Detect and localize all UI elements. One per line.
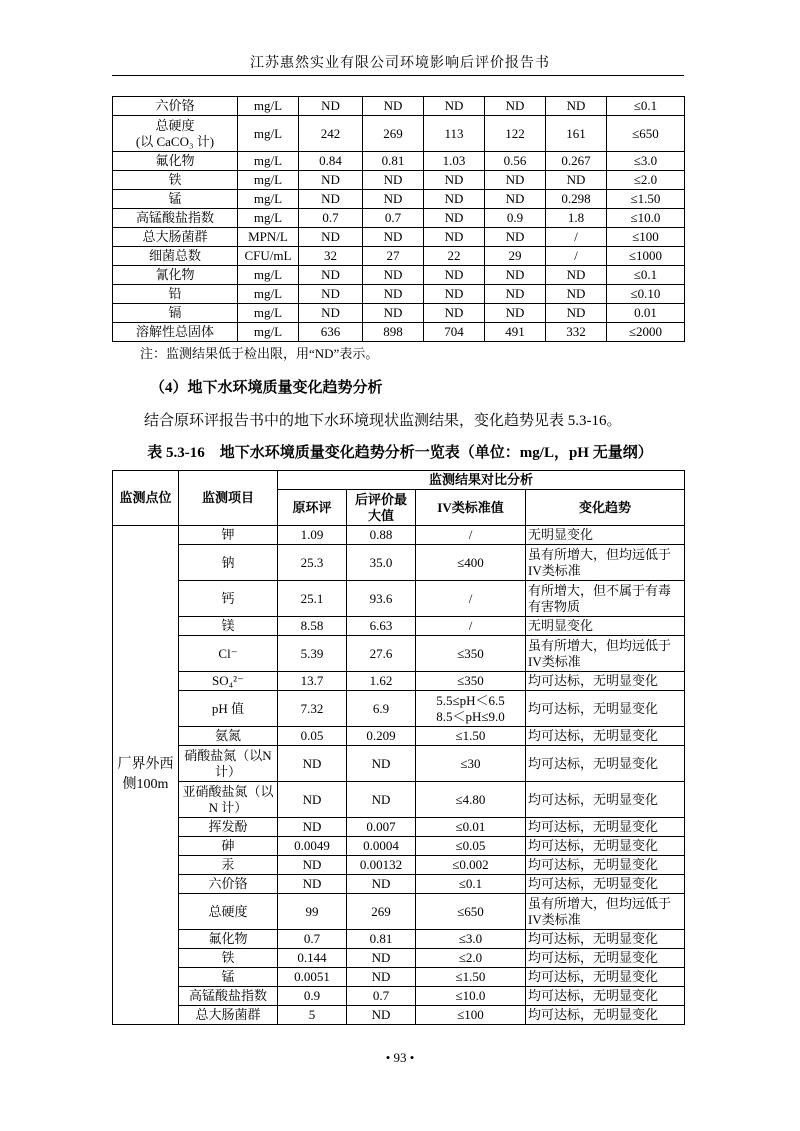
table-cell: 0.0051 [278,968,347,987]
trend-cell: 均可达标，无明显变化 [526,856,685,875]
table-cell: ND [299,171,363,190]
table-row [113,285,685,304]
table-cell: 27.6 [347,636,416,672]
table-cell: 7.32 [278,691,347,727]
table-cell: 0.0004 [347,837,416,856]
table-cell: ≤0.1 [416,875,526,894]
table-cell: ND [546,285,607,304]
header-trend: 变化趋势 [526,490,685,526]
table-cell: mg/L [238,190,299,209]
section-title: （4）地下水环境质量变化趋势分析 [150,380,383,396]
table-row [113,171,685,190]
table-cell: 氟化物 [113,152,238,171]
table-cell: 99 [278,894,347,930]
table-cell: ≤0.10 [607,285,685,304]
table-cell: ND [424,304,485,323]
table-cell: 491 [485,323,546,342]
table-cell: ≤1.50 [607,190,685,209]
table-cell: ND [424,285,485,304]
table-cell: 32 [299,247,363,266]
table-row [113,875,685,894]
table-cell: ND [347,746,416,782]
table-cell: 总大肠菌群 [113,228,238,247]
header-group: 监测结果对比分析 [278,471,685,490]
table-cell: ND [424,228,485,247]
header-original: 原环评 [278,490,347,526]
table-row [113,247,685,266]
table-cell: ≤4.80 [416,782,526,818]
table-cell: mg/L [238,97,299,116]
table-cell: ≤3.0 [416,930,526,949]
table-trend-analysis [112,470,685,1025]
table-cell: Cl⁻ [179,636,278,672]
table-row [113,190,685,209]
table-cell: 0.7 [363,209,424,228]
table-row [113,526,685,545]
table-cell: ≤10.0 [607,209,685,228]
table-cell: 1.62 [347,672,416,691]
table-cell: ND [363,228,424,247]
table-cell: CFU/mL [238,247,299,266]
table-cell: 镁 [179,617,278,636]
table-cell: 0.81 [363,152,424,171]
table-row [113,949,685,968]
table-note: 注：监测结果低于检出限，用“ND”表示。 [140,346,379,361]
trend-cell: 均可达标，无明显变化 [526,949,685,968]
site-cell: 厂界外西侧100m [113,526,179,1025]
table-cell: ND [299,190,363,209]
table-cell: mg/L [238,285,299,304]
table-cell: ND [546,304,607,323]
table-cell: / [546,228,607,247]
table-row [113,856,685,875]
table-cell: 0.007 [347,818,416,837]
trend-cell: 虽有所增大，但均远低于IV类标准 [526,545,685,581]
table-cell: ND [347,782,416,818]
table-row [113,152,685,171]
table-cell: 332 [546,323,607,342]
table-cell: 269 [347,894,416,930]
trend-cell: 虽有所增大，但均远低于IV类标准 [526,894,685,930]
table-cell: 溶解性总固体 [113,323,238,342]
table-cell: 0.144 [278,949,347,968]
table-row [113,894,685,930]
table-cell: 25.1 [278,581,347,617]
table-row [113,545,685,581]
header-post-max: 后评价最大值 [347,490,416,526]
table-cell: mg/L [238,323,299,342]
table-cell: 钾 [179,526,278,545]
table-cell: ≤100 [416,1006,526,1025]
table-row [113,617,685,636]
table-cell: 27 [363,247,424,266]
table-cell: mg/L [238,116,299,152]
table-cell: mg/L [238,209,299,228]
table-cell: 氨氮 [179,727,278,746]
table-cell: ≤2.0 [607,171,685,190]
table-cell: 汞 [179,856,278,875]
trend-cell: 均可达标，无明显变化 [526,1006,685,1025]
table-cell: 8.58 [278,617,347,636]
page-header: 江苏惠然实业有限公司环境影响后评价报告书 [250,56,550,71]
table-cell: 0.7 [278,930,347,949]
table-cell: 总硬度 (以 CaCO₃ 计) [113,116,238,152]
table-row [113,228,685,247]
trend-cell: 均可达标，无明显变化 [526,672,685,691]
table-cell: 269 [363,116,424,152]
table-cell: ≤10.0 [416,987,526,1006]
table-cell: 5.39 [278,636,347,672]
table-cell: ND [424,209,485,228]
table-cell: ND [485,266,546,285]
trend-cell: 均可达标，无明显变化 [526,691,685,727]
trend-cell: 均可达标，无明显变化 [526,968,685,987]
table-cell: 亚硝酸盐氮（以 N 计） [179,782,278,818]
table-cell: ND [424,97,485,116]
table-cell: ≤650 [416,894,526,930]
table-cell: mg/L [238,304,299,323]
table-cell: ≤350 [416,672,526,691]
table-cell: / [416,581,526,617]
table-row [113,727,685,746]
table-cell: / [416,526,526,545]
table-cell: pH 值 [179,691,278,727]
table-cell: 0.9 [278,987,347,1006]
table-cell: 铁 [179,949,278,968]
table-cell: 0.88 [347,526,416,545]
trend-cell: 均可达标，无明显变化 [526,746,685,782]
table-cell: ND [278,782,347,818]
table-cell: 1.03 [424,152,485,171]
table-cell: mg/L [238,266,299,285]
table-cell: 六价铬 [179,875,278,894]
table-cell: ≤0.05 [416,837,526,856]
table-cell: ND [363,171,424,190]
table-cell: 0.209 [347,727,416,746]
table-cell: ≤0.1 [607,266,685,285]
table-cell: 35.0 [347,545,416,581]
table-cell: 0.81 [347,930,416,949]
page-number: • 93 • [385,1050,415,1065]
trend-cell: 无明显变化 [526,526,685,545]
table-cell: ND [546,171,607,190]
header-standard: IV类标准值 [416,490,526,526]
table-cell: 砷 [179,837,278,856]
table-cell: 硝酸盐氮（以N 计） [179,746,278,782]
trend-cell: 均可达标，无明显变化 [526,837,685,856]
table-cell: 1.8 [546,209,607,228]
table-cell: 锰 [113,190,238,209]
table-cell: 0.00132 [347,856,416,875]
table-cell: ND [299,266,363,285]
trend-cell: 均可达标，无明显变化 [526,930,685,949]
table-cell: ND [299,228,363,247]
table-cell: ≤3.0 [607,152,685,171]
table-cell: ND [424,171,485,190]
table-cell: 钠 [179,545,278,581]
table-cell: ≤0.1 [607,97,685,116]
table-cell: / [546,247,607,266]
table-cell: ≤0.01 [416,818,526,837]
table-cell: ≤2000 [607,323,685,342]
header-site: 监测点位 [113,471,179,526]
table-row [113,581,685,617]
table-row [113,782,685,818]
table-cell: 25.3 [278,545,347,581]
table-cell: 六价铬 [113,97,238,116]
table-cell: 898 [363,323,424,342]
table-cell: 锰 [179,968,278,987]
table-cell: ≤650 [607,116,685,152]
table-cell: ND [485,190,546,209]
trend-cell: 均可达标，无明显变化 [526,987,685,1006]
table-cell: 5.5≤pH＜6.5 8.5＜pH≤9.0 [416,691,526,727]
table-cell: ND [363,190,424,209]
table-caption: 表 5.3-16 地下水环境质量变化趋势分析一览表（单位：mg/L，pH 无量纲） [147,445,653,461]
table-row [113,1006,685,1025]
table-row [113,968,685,987]
trend-cell: 无明显变化 [526,617,685,636]
table-row [113,323,685,342]
table-cell: 113 [424,116,485,152]
table-cell: ND [485,97,546,116]
table-cell: 29 [485,247,546,266]
table-cell: ≤30 [416,746,526,782]
table-cell: 1.09 [278,526,347,545]
table-cell: 0.84 [299,152,363,171]
table-cell: ND [363,285,424,304]
table-row [113,691,685,727]
table-row [113,636,685,672]
table-cell: ND [424,190,485,209]
table-cell: 0.298 [546,190,607,209]
table-cell: ≤1.50 [416,727,526,746]
table-cell: 13.7 [278,672,347,691]
table-row [113,746,685,782]
table-row [113,987,685,1006]
header-item: 监测项目 [179,471,278,526]
table-cell: 氰化物 [113,266,238,285]
table-cell: 钙 [179,581,278,617]
table-cell: 6.63 [347,617,416,636]
table-cell: ND [299,285,363,304]
table-cell: 0.7 [347,987,416,1006]
table-cell: 0.7 [299,209,363,228]
table-cell: 细菌总数 [113,247,238,266]
table-cell: ≤2.0 [416,949,526,968]
table-cell: ND [278,856,347,875]
table-cell: 高锰酸盐指数 [179,987,278,1006]
table-cell: 0.56 [485,152,546,171]
table-cell: 0.01 [607,304,685,323]
table-cell: ≤400 [416,545,526,581]
table-cell: 5 [278,1006,347,1025]
table-row [113,304,685,323]
trend-cell: 有所增大，但不属于有毒有害物质 [526,581,685,617]
trend-cell: 均可达标，无明显变化 [526,818,685,837]
table-cell: mg/L [238,171,299,190]
table-row [113,97,685,116]
table-cell: ≤100 [607,228,685,247]
trend-cell: 虽有所增大，但均远低于IV类标准 [526,636,685,672]
table-cell: ND [546,97,607,116]
table-cell: 总硬度 [179,894,278,930]
table-cell: ND [347,1006,416,1025]
table-cell: ND [278,875,347,894]
table-cell: 高锰酸盐指数 [113,209,238,228]
table-cell: mg/L [238,152,299,171]
paragraph: 结合原环评报告书中的地下水环境现状监测结果，变化趋势见表 5.3-16。 [144,413,622,429]
table-row [113,930,685,949]
table-cell: ND [363,304,424,323]
table-cell: ND [485,285,546,304]
trend-cell: 均可达标，无明显变化 [526,782,685,818]
trend-cell: 均可达标，无明显变化 [526,727,685,746]
table-continued-monitoring-results [112,96,685,342]
table-cell: 0.267 [546,152,607,171]
table-cell: / [416,617,526,636]
table-cell: 0.9 [485,209,546,228]
table-cell: 铁 [113,171,238,190]
table-cell: ≤350 [416,636,526,672]
table-row [113,672,685,691]
table-row [113,818,685,837]
table-cell: 6.9 [347,691,416,727]
table-cell: ND [485,228,546,247]
table-cell: ND [485,171,546,190]
table-cell: SO₄²⁻ [179,672,278,691]
table-cell: MPN/L [238,228,299,247]
table-cell: ND [278,818,347,837]
table-cell: 镉 [113,304,238,323]
table-row [113,837,685,856]
table-row [113,209,685,228]
table-cell: ND [278,746,347,782]
table-cell: 93.6 [347,581,416,617]
table-cell: 挥发酚 [179,818,278,837]
table-cell: ND [363,97,424,116]
table-cell: ND [363,266,424,285]
table-cell: ≤0.002 [416,856,526,875]
table-cell: 122 [485,116,546,152]
table-cell: ND [347,875,416,894]
trend-cell: 均可达标，无明显变化 [526,875,685,894]
table-cell: 242 [299,116,363,152]
table-cell: 总大肠菌群 [179,1006,278,1025]
table-cell: 704 [424,323,485,342]
table-cell: 氟化物 [179,930,278,949]
table-cell: ND [347,949,416,968]
table-cell: ND [299,304,363,323]
table-row [113,266,685,285]
header-rule [112,75,684,76]
table-cell: 22 [424,247,485,266]
table-row [113,116,685,152]
table-cell: ND [546,266,607,285]
table-cell: ND [424,266,485,285]
table-cell: ≤1.50 [416,968,526,987]
table-cell: ≤1000 [607,247,685,266]
table-cell: 0.0049 [278,837,347,856]
table-cell: 0.05 [278,727,347,746]
table-cell: 636 [299,323,363,342]
table-cell: ND [347,968,416,987]
table-cell: 铅 [113,285,238,304]
table-cell: ND [299,97,363,116]
table-cell: ND [485,304,546,323]
table-cell: 161 [546,116,607,152]
